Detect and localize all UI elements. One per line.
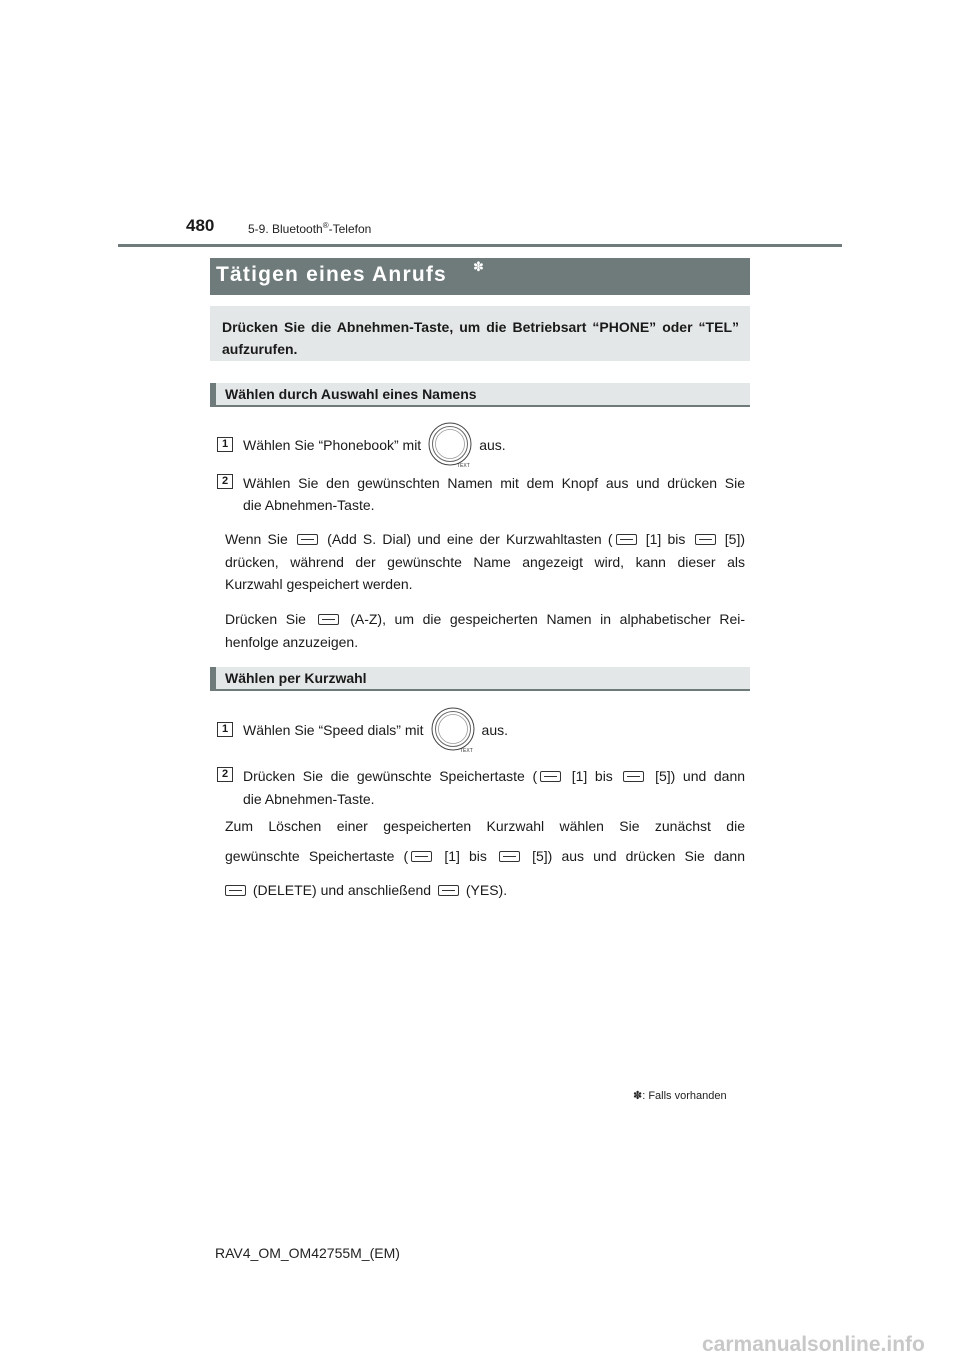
note-1-line-1 [225, 528, 745, 550]
section-label [248, 221, 371, 236]
screen-button-icon [297, 534, 318, 545]
intro-box [210, 306, 750, 361]
subheading-text: Wählen durch Auswahl eines Namens [225, 386, 477, 402]
screen-button-icon [411, 851, 432, 862]
knob-label: TEXT [459, 748, 473, 754]
note-text: [5]) aus und drücken Sie dann [532, 848, 745, 864]
note-text: (DELETE) und anschließend [252, 882, 432, 898]
step-2-line-1: Wählen Sie den gewünschten Namen mit dem Knopf aus und drücken Sie [243, 475, 745, 491]
note-text: (Add S. Dial) und eine der Kurzwahltasten ( [327, 531, 613, 547]
note-text: Drücken Sie [225, 611, 306, 627]
screen-button-icon [499, 851, 520, 862]
step-text: Wählen Sie “Speed dials” mit [243, 722, 424, 738]
note-text: [1] bis [444, 848, 487, 864]
note-text: (A-Z), um die gespeicherten Namen in alphabetischer Rei- [350, 611, 745, 627]
step-text: [5]) und dann [655, 768, 746, 784]
screen-button-icon [540, 771, 561, 782]
note-text: [5]) [724, 531, 746, 547]
note-text: Wenn Sie [225, 531, 288, 547]
page-number: 480 [186, 216, 215, 235]
screen-button-icon [438, 885, 459, 896]
step-text-end: aus. [479, 437, 506, 453]
step-text: Drücken Sie die gewünschte Speichertaste ( [243, 768, 538, 784]
subheading-name-selection [210, 383, 750, 407]
step-number: 1 [217, 722, 233, 737]
registered-mark: ® [322, 221, 329, 230]
step-number: 2 [217, 767, 233, 782]
intro-text: Drücken Sie die Abnehmen-Taste, um die Betriebsart “PHONE” oder “TEL” aufzurufen. [222, 319, 739, 357]
step-1-text [243, 421, 506, 469]
footnote [633, 1089, 727, 1102]
note-2-line-2: henfolge anzuzeigen. [225, 634, 359, 650]
screen-button-icon [623, 771, 644, 782]
note-text: [1] bis [645, 531, 686, 547]
footnote-text: : Falls vorhanden [642, 1090, 727, 1102]
screen-button-icon [616, 534, 637, 545]
section-suffix: -Telefon [328, 222, 372, 236]
tune-knob-icon [426, 421, 474, 469]
step-2-line-2: die Abnehmen-Taste. [243, 791, 375, 807]
step-text-end: aus. [481, 722, 508, 738]
note-3-line-3 [225, 879, 507, 901]
knob-label: TEXT [457, 463, 470, 469]
optional-star-icon: ✽ [473, 259, 484, 274]
step-2-line-1 [243, 765, 745, 787]
note-1-line-2: drücken, während der gewünschte Name angezeigt wird, kann dieser als [225, 554, 745, 570]
footnote-star-icon: ✽ [633, 1090, 643, 1102]
note-text: (YES). [465, 882, 508, 898]
note-2-line-1 [225, 608, 745, 630]
step-text: Wählen Sie “Phonebook” mit [243, 437, 422, 453]
document-code: RAV4_OM_OM42755M_(EM) [215, 1245, 400, 1261]
note-1-line-3: Kurzwahl gespeichert werden. [225, 576, 413, 592]
note-3-line-1: Zum Löschen einer gespeicherten Kurzwahl wählen Sie zunächst die [225, 818, 745, 834]
page-title-bar [210, 258, 750, 295]
screen-button-icon [318, 614, 339, 625]
header-divider [118, 244, 842, 247]
note-text: gewünschte Speichertaste ( [225, 848, 409, 864]
subheading-text: Wählen per Kurzwahl [225, 670, 367, 686]
step-number: 2 [217, 474, 233, 489]
step-number: 1 [217, 437, 233, 452]
subheading-speed-dial [210, 667, 750, 691]
screen-button-icon [695, 534, 716, 545]
screen-button-icon [225, 885, 246, 896]
watermark: carmanualsonline.info [702, 1333, 925, 1356]
step-1-text [243, 706, 508, 754]
step-2-line-2: die Abnehmen-Taste. [243, 497, 375, 513]
page-title: Tätigen eines Anrufs [216, 263, 447, 286]
tune-knob-icon [429, 706, 477, 754]
note-3-line-2 [225, 845, 745, 867]
section-prefix: 5-9. Bluetooth [248, 222, 323, 236]
step-text: [1] bis [571, 768, 613, 784]
